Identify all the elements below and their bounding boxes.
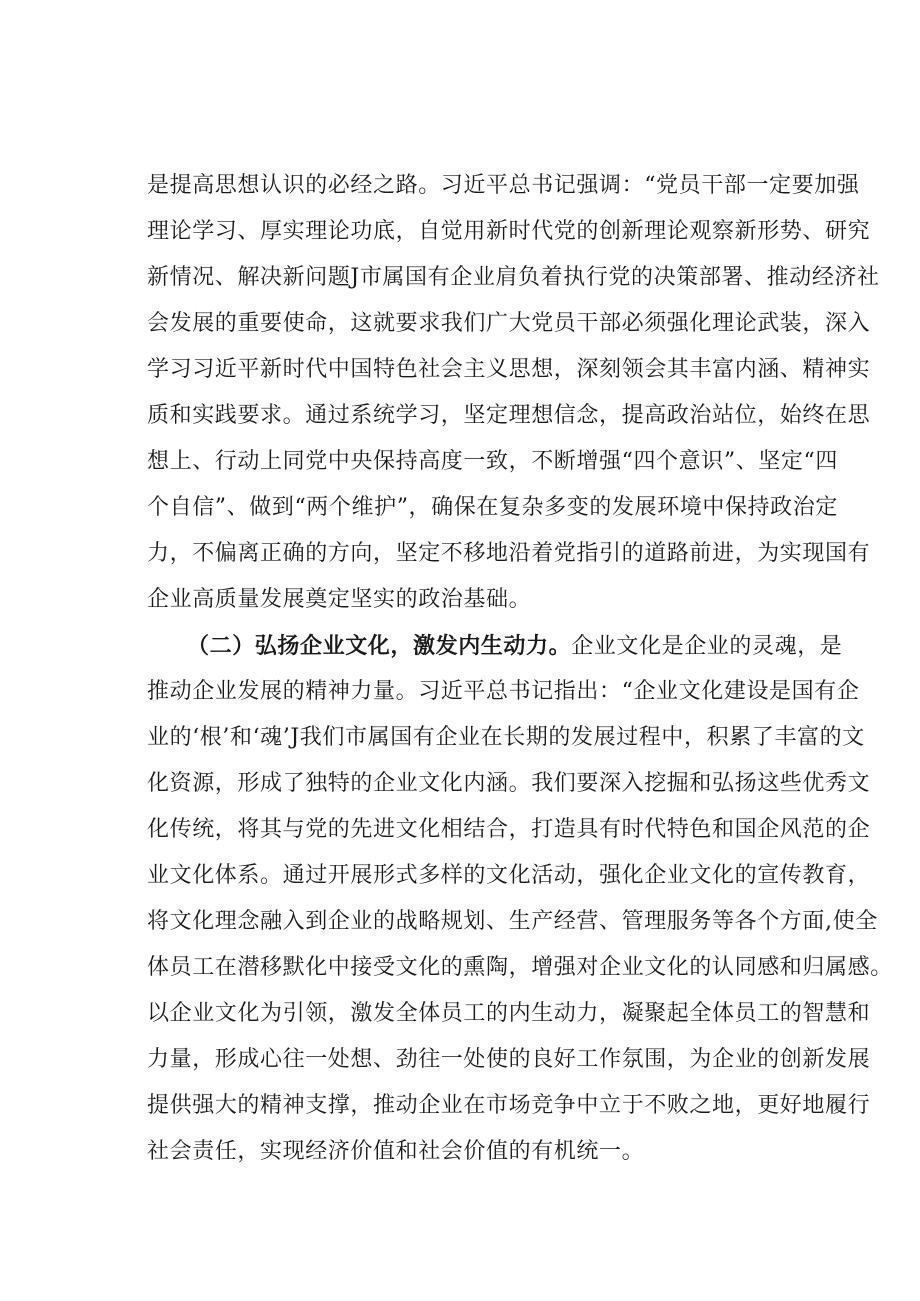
paragraph-1-line: 个自信”、做到“两个维护”，确保在复杂多变的发展环境中保持政治定 (147, 495, 838, 520)
paragraph-1-line: 质和实践要求。通过系统学习，坚定理想信念，提高政治站位，始终在思 (147, 403, 871, 428)
section-2-line: 以企业文化为引领，激发全体员工的内生动力，凝聚起全体员工的智慧和 (147, 1001, 871, 1026)
paragraph-1-line: 理论学习、厚实理论功底，自觉用新时代党的创新理论观察新形势、研究 (147, 219, 871, 244)
section-2-line: 力量，形成心往一处想、劲往一处使的良好工作氛围，为企业的创新发展 (147, 1047, 871, 1072)
section-2-line: 化资源，形成了独特的企业文化内涵。我们要深入挖掘和弘扬这些优秀文 (147, 771, 871, 796)
section-2-line: 提供强大的精神支撑，推动企业在市场竞争中立于不败之地，更好地履行 (147, 1093, 871, 1118)
section-2-heading: （二）弘扬企业文化，激发内生动力。 (187, 633, 572, 659)
paragraph-1-line: 是提高思想认识的必经之路。习近平总书记强调：“党员干部一定要加强 (147, 173, 860, 198)
section-2-first-line (147, 623, 843, 669)
paragraph-1-line: 想上、行动上同党中央保持高度一致，不断增强“四个意识”、坚定“四 (147, 449, 838, 474)
paragraph-1-line: 会发展的重要使命，这就要求我们广大党员干部必须强化理论武装，深入 (147, 311, 871, 336)
paragraph-1-line: 新情况、解决新问题J市属国有企业肩负着执行党的决策部署、推动经济社 (147, 265, 880, 290)
section-2-line: 体员工在潜移默化中接受文化的熏陶，增强对企业文化的认同感和归属感。 (147, 955, 893, 980)
section-2-line: 业的‘根’和‘魂’J我们市属国有企业在长期的发展过程中，积累了丰富的文 (147, 725, 865, 750)
section-2-line: 业文化体系。通过开展形式多样的文化活动，强化企业文化的宣传教育， (147, 863, 871, 888)
paragraph-1-line: 企业高质量发展奠定坚实的政治基础。 (147, 587, 532, 612)
section-2-line: 将文化理念融入到企业的战略规划、生产经营、管理服务等各个方面,使全 (147, 909, 878, 934)
paragraph-1-line: 学习习近平新时代中国特色社会主义思想，深刻领会其丰富内涵、精神实 (147, 357, 871, 382)
section-2-line: 推动企业发展的精神力量。习近平总书记指出：“企业文化建设是国有企 (147, 679, 860, 704)
section-2-line: 社会责任，实现经济价值和社会价值的有机统一。 (147, 1139, 645, 1164)
section-2-first-line-text: 企业文化是企业的灵魂，是 (571, 634, 843, 659)
paragraph-1-line: 力，不偏离正确的方向，坚定不移地沿着党指引的道路前进，为实现国有 (147, 541, 871, 566)
body-text (147, 163, 893, 1175)
section-2-line: 化传统，将其与党的先进文化相结合，打造具有时代特色和国企风范的企 (147, 817, 871, 842)
